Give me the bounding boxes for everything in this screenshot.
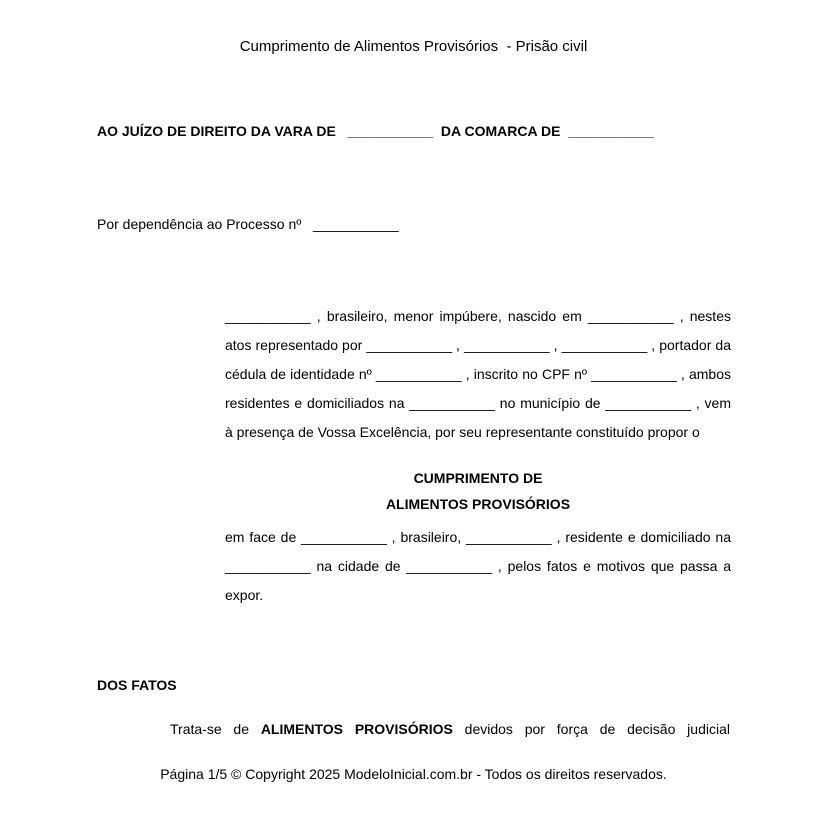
facts-text-suffix: devidos por força de decisão judicial <box>452 721 730 737</box>
qualification-line-1: ___________ , brasileiro, menor impúbere, nascido em ___________ , nestes <box>225 308 731 324</box>
qualification-line-5: à presença de Vossa Excelência, por seu representante constituído propor o <box>225 424 700 440</box>
qualification-line-3: cédula de identidade nº ___________ , inscrito no CPF nº ___________ , ambos <box>225 366 731 382</box>
page-footer: Página 1/5 © Copyright 2025 ModeloInicial.com.br - Todos os direitos reservados. <box>160 766 667 782</box>
defendant-line-1: em face de ___________ , brasileiro, ___________ , residente e domiciliado na <box>225 529 731 545</box>
facts-opening-paragraph <box>97 715 730 744</box>
document-title: Cumprimento de Alimentos Provisórios - Prisão civil <box>239 38 588 55</box>
qualification-line-4: residentes e domiciliados na ___________ no município de ___________ , vem <box>225 395 731 411</box>
process-dependency-line: Por dependência ao Processo nº ___________ <box>97 216 399 232</box>
defendant-qualification-paragraph <box>225 523 731 610</box>
action-title-line-1: CUMPRIMENTO DE <box>413 470 543 486</box>
defendant-line-2: ___________ na cidade de ___________ , pelos fatos e motivos que passa a <box>225 558 731 574</box>
section-heading-dos-fatos: DOS FATOS <box>97 677 177 693</box>
action-title-line-2: ALIMENTOS PROVISÓRIOS <box>385 496 571 512</box>
action-title-heading <box>225 465 731 517</box>
facts-text-bold: ALIMENTOS PROVISÓRIOS <box>260 721 453 737</box>
facts-text-prefix: Trata-se de <box>170 721 261 737</box>
court-address-line: AO JUÍZO DE DIREITO DA VARA DE ___________ DA COMARCA DE ___________ <box>97 123 654 139</box>
defendant-line-3: expor. <box>225 587 264 603</box>
plaintiff-qualification-paragraph <box>225 302 731 447</box>
qualification-line-2: atos representado por ___________ , ___________ , ___________ , portador da <box>225 337 731 353</box>
